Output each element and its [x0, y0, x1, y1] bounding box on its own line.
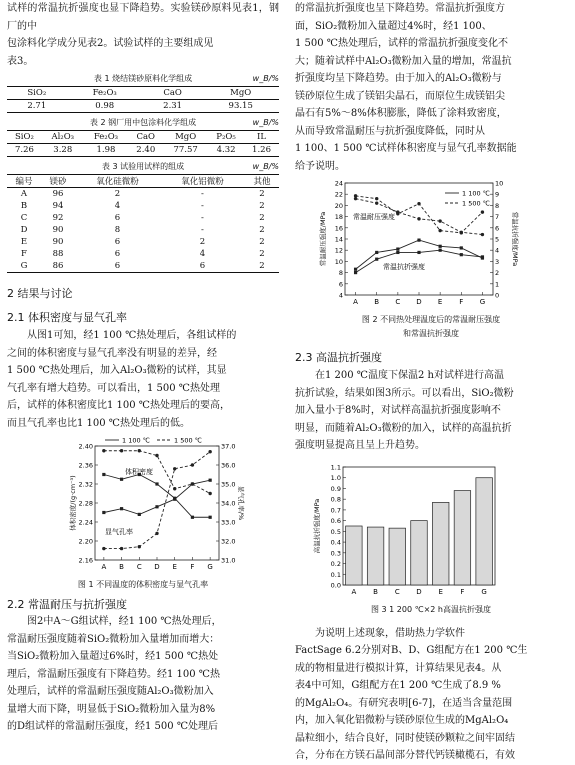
text-line: 折强度均呈下降趋势。由于加入的Al₂O₃微粉与	[295, 73, 502, 84]
bar	[476, 477, 493, 584]
data-point	[417, 202, 420, 205]
y2-tick-label: 36.0	[221, 461, 236, 470]
table-header-cell: 氧化铝微粉	[160, 175, 245, 188]
table-cell: -	[201, 189, 204, 199]
data-point	[191, 482, 194, 485]
bar	[454, 490, 471, 584]
data-point	[460, 246, 463, 249]
text-line: 大；随着试样中Al₂O₃微粉加入量的增加，常温抗	[295, 55, 512, 67]
table-row	[7, 212, 279, 224]
y2-tick-label: 4	[495, 246, 500, 255]
data-point	[481, 255, 484, 258]
y-tick-label: 0.8	[330, 495, 341, 504]
text-line: 表3。	[7, 55, 34, 67]
data-point	[173, 467, 176, 470]
bar	[367, 527, 384, 585]
figure2-caption-line: 和常温抗折强度	[403, 329, 459, 338]
y-tick-label: 1.1	[330, 463, 341, 471]
text-line: 成的物相量进行模拟计算，计算结果见表4。从	[295, 662, 502, 674]
y-tick-label: 16	[334, 224, 343, 233]
y2-tick-label: 34.0	[221, 499, 236, 508]
table-header-cell: 其他	[245, 175, 279, 188]
data-point	[396, 251, 399, 254]
x-tick-label: F	[459, 298, 464, 306]
table-header-cell: 氧化硅微粉	[75, 175, 160, 188]
table3	[7, 174, 279, 273]
y-tick-label: 0.1	[330, 570, 341, 579]
data-point	[155, 505, 158, 508]
figure1-caption: 图 1 不同温度的体积密度与显气孔率	[77, 580, 209, 589]
text-line: 常温耐压强度随着SiO₂微粉加入量增加而增大：	[7, 633, 220, 645]
y2-tick-label: 37.0	[221, 442, 236, 451]
figure2-caption	[295, 313, 567, 341]
text-line: 表4中可知，G组配方在1 200 ℃生成了8.9 %	[295, 680, 501, 691]
y2-tick-label: 0	[495, 291, 500, 300]
x-tick-label: D	[416, 298, 422, 306]
table-cell: 90	[52, 225, 64, 235]
table-header-cell: P₂O₅	[208, 131, 244, 144]
y2-tick-label: 5	[495, 235, 500, 244]
series-annotation: 显气孔率	[105, 528, 133, 536]
x-tick-label: F	[190, 563, 195, 571]
data-point	[102, 547, 105, 550]
y-tick-label: 0.6	[330, 516, 341, 525]
y-tick-label: 1.0	[330, 473, 341, 482]
table-header-cell: MgO	[163, 131, 208, 144]
text-line: 晶石有5%～8%体积膨胀，降低了涂料致密度，	[295, 108, 507, 119]
text-line: 1 500 ℃热处理后，加入Al₂O₃微粉的试样，其显	[7, 365, 227, 376]
data-point	[120, 478, 123, 481]
data-point	[102, 449, 105, 452]
section23-paragraph	[295, 367, 567, 455]
table-cell: F	[21, 249, 27, 259]
table-cell: 8	[114, 225, 121, 235]
y-tick-label: 24	[334, 179, 343, 188]
data-point	[191, 463, 194, 466]
text-line: FactSage 6.2分别对B、D、G组配方在1 200 ℃生	[295, 645, 528, 656]
x-tick-label: A	[353, 298, 358, 306]
y-tick-label: 0.2	[330, 559, 341, 568]
text-line: 内，加入氧化铝微粉与镁砂原位生成的MgAl₂O₄	[295, 715, 509, 726]
y-tick-label: 12	[334, 246, 343, 255]
text-line: 图2中A～G组试样，经1 100 ℃热处理后，	[27, 616, 222, 627]
y2-tick-label: 2	[495, 269, 500, 278]
table1-caption	[7, 72, 279, 86]
data-point	[481, 233, 484, 236]
y2-axis-title: 常温抗折强度/MPa	[511, 211, 519, 267]
table2	[7, 130, 279, 157]
text-line: 明显，而随着Al₂O₃微粉的加入，试样的高温抗折	[295, 422, 512, 434]
table-header-row	[7, 175, 279, 188]
bar	[432, 502, 449, 585]
table1	[7, 86, 279, 113]
table-cell: 6	[160, 260, 245, 273]
text-line: 理后，常温耐压强度有下降趋势。经1 100 ℃热	[7, 668, 220, 680]
y2-tick-label: 3	[495, 257, 500, 266]
text-line: 的D组试样的常温耐压强度，经1 500 ℃处理后	[7, 721, 219, 732]
table-cell: 4.32	[208, 144, 244, 157]
x-tick-label: B	[373, 587, 378, 596]
text-line: 之间的体积密度与显气孔率没有明显的差异，经	[7, 347, 217, 359]
data-point	[173, 498, 176, 501]
table-row	[7, 144, 279, 157]
table-header-cell: CaO	[143, 87, 203, 100]
y2-tick-label: 10	[495, 179, 504, 188]
series-annotation: 体积密度	[125, 468, 153, 476]
section-heading: 2 结果与讨论	[7, 287, 73, 300]
data-point	[155, 454, 158, 457]
table-cell: G	[7, 260, 41, 273]
data-point	[481, 210, 484, 213]
legend-label: 1 100 ℃	[122, 436, 150, 445]
text-line: 在1 200 ℃温度下保温2 h对试样进行高温	[315, 370, 504, 381]
table-cell: 2.71	[7, 100, 67, 113]
table1-unit: w_B/%	[252, 74, 279, 83]
table-cell: 86	[41, 260, 75, 273]
table-cell: 90	[52, 237, 64, 247]
text-line: 的常温抗折强度也呈下降趋势。常温抗折强度方	[295, 3, 505, 14]
x-tick-label: C	[395, 298, 401, 306]
table3-caption	[7, 160, 279, 174]
table-row	[7, 200, 279, 212]
table-cell: 2	[259, 237, 265, 247]
table-cell: 6	[75, 260, 160, 273]
data-point	[120, 449, 123, 452]
data-point	[354, 268, 357, 271]
data-point	[209, 516, 212, 519]
y2-tick-label: 31.0	[221, 556, 236, 565]
right-column	[295, 0, 567, 765]
text-line: 镁砂原位生成了镁铝尖晶石，而原位生成镁铝尖	[295, 90, 505, 102]
x-tick-label: C	[136, 563, 142, 571]
table-cell: 4	[114, 201, 121, 211]
table-cell: 88	[52, 249, 64, 259]
legend-label: 1 100 ℃	[462, 189, 490, 198]
x-tick-label: B	[119, 563, 124, 571]
data-point	[208, 492, 211, 495]
y-tick-label: 2.36	[78, 461, 93, 470]
y2-tick-label: 9	[495, 190, 500, 199]
data-point	[396, 247, 399, 250]
text-line: 气孔率有增大趋势。可以看出，1 500 ℃热处理	[7, 382, 220, 394]
table-cell: 2	[259, 189, 265, 199]
y-tick-label: 4	[338, 291, 343, 300]
data-point	[354, 271, 357, 274]
x-tick-label: D	[416, 587, 422, 596]
table-cell: 6	[114, 213, 121, 223]
left-column	[7, 0, 279, 736]
plot-frame	[95, 446, 219, 560]
table-header-cell: Fe₂O₃	[67, 87, 143, 100]
table-cell: 4	[199, 249, 206, 259]
text-line: 的MgAl₂O₄。有研究表明[6-7]，在适当含量范围	[295, 697, 513, 709]
x-tick-label: F	[460, 587, 465, 596]
data-point	[209, 479, 212, 482]
subsection-heading: 2.3 高温抗折强度	[295, 351, 382, 364]
text-line: 从图1可知，经1 100 ℃热处理后，各组试样的	[27, 330, 237, 341]
figure3-caption: 图 3 1 200 ℃×2 h高温抗折强度	[370, 604, 491, 614]
section21-paragraph	[7, 327, 279, 432]
table-row	[7, 224, 279, 236]
table-header-cell: IL	[244, 131, 279, 144]
figure3-chart	[295, 461, 567, 599]
table-cell: -	[201, 201, 204, 211]
y-tick-label: 0.0	[330, 581, 341, 589]
y-tick-label: 2.32	[78, 480, 93, 489]
legend-label: 1 500 ℃	[174, 436, 202, 445]
bar	[346, 526, 363, 585]
series-annotation: 常温抗折强度	[383, 263, 425, 271]
data-point	[354, 197, 357, 200]
data-point	[155, 482, 158, 485]
table-cell: E	[20, 237, 28, 247]
y-tick-label: 2.24	[78, 518, 93, 527]
data-point	[417, 251, 420, 254]
table-cell: 2	[245, 260, 279, 273]
table-cell: 7.26	[7, 144, 42, 157]
table2-unit: w_B/%	[252, 118, 279, 127]
x-tick-label: C	[394, 587, 400, 596]
x-tick-label: A	[101, 563, 107, 571]
data-point	[138, 513, 141, 516]
table-header-cell: CaO	[128, 131, 163, 144]
table1-title: 表 1 烧结镁砂原料化学组成	[93, 74, 193, 83]
y2-axis-title: 显气孔率/%	[237, 485, 245, 521]
legend-label: 1 500 ℃	[462, 199, 490, 208]
table-cell: 2	[259, 201, 265, 211]
y-tick-label: 14	[334, 235, 343, 244]
table-cell: 2.31	[143, 100, 203, 113]
text-line: 强度明显提高且呈上升趋势。	[295, 440, 425, 451]
table-cell: 6	[114, 249, 121, 259]
y-tick-label: 8	[338, 269, 343, 278]
y-tick-label: 2.16	[78, 556, 93, 565]
table-row	[7, 260, 279, 273]
table-cell: 92	[52, 213, 64, 223]
data-point	[460, 253, 463, 256]
right-bottom-paragraph	[295, 625, 567, 765]
text-line: 当SiO₂微粉加入量超过6%时，经1 500 ℃热处	[7, 651, 219, 662]
data-point	[438, 229, 441, 232]
table-cell: 77.57	[163, 144, 208, 157]
data-point	[375, 197, 378, 200]
table-cell: 2	[114, 189, 121, 199]
text-line: 合，分布在方镁石晶间部分替代钙镁橄榄石，有效	[295, 750, 515, 761]
table-cell: C	[20, 213, 28, 223]
table-cell: 3.28	[42, 144, 84, 157]
data-point	[120, 547, 123, 550]
table-row	[7, 236, 279, 248]
data-point	[138, 449, 141, 452]
x-tick-label: E	[438, 587, 443, 596]
y-tick-label: 6	[338, 280, 343, 289]
data-point	[375, 201, 378, 204]
bar	[411, 520, 428, 584]
figure2-chart	[295, 175, 567, 309]
section22-paragraph	[7, 613, 279, 736]
data-point	[208, 450, 211, 453]
table-cell: 2	[199, 237, 206, 247]
data-point	[102, 511, 105, 514]
table-cell: 2	[259, 225, 265, 235]
table-row	[7, 100, 279, 113]
data-point	[102, 473, 105, 476]
table-header-cell: SiO₂	[7, 131, 42, 144]
table-cell: 6	[114, 237, 121, 247]
data-point	[155, 532, 158, 535]
y-tick-label: 2.20	[78, 537, 93, 546]
table-header-row	[7, 131, 279, 144]
x-tick-label: D	[154, 563, 160, 571]
data-point	[138, 545, 141, 548]
y-tick-label: 0.9	[330, 484, 341, 493]
y2-tick-label: 7	[495, 213, 500, 222]
y-tick-label: 0.7	[330, 505, 341, 514]
table2-title: 表 2 钢厂用中包涂料化学组成	[89, 118, 197, 127]
text-line: 为说明上述现象，借助热力学软件	[315, 627, 465, 639]
figure2-caption-line: 图 2 不同热处理温度后的常温耐压强度	[361, 315, 501, 324]
series-line	[104, 475, 210, 518]
data-point	[375, 258, 378, 261]
table-cell: B	[20, 201, 28, 211]
y-tick-label: 10	[334, 257, 343, 266]
y2-tick-label: 8	[495, 201, 500, 210]
table-cell: 2	[259, 213, 265, 223]
y-axis-title: 常温耐压强度/MPa	[319, 211, 327, 267]
table-cell: 1.26	[244, 144, 279, 157]
data-point	[173, 487, 176, 490]
x-tick-label: G	[479, 298, 486, 306]
text-line: 抗折试验，结果如图3所示。可以看出，SiO₂微粉	[295, 387, 514, 399]
text-line: 后，试样的体积密度比1 100 ℃热处理后的要高，	[7, 400, 230, 411]
table-cell: 2.40	[128, 144, 163, 157]
data-point	[396, 210, 399, 213]
y-tick-label: 0.3	[330, 548, 341, 557]
subsection-heading: 2.2 常温耐压与抗折强度	[7, 598, 127, 611]
text-line: 量增大而下降，明显低于SiO₂微粉加入量为8%	[7, 703, 216, 715]
table-header-cell: MgO	[202, 87, 279, 100]
table-cell: A	[20, 189, 28, 199]
table-header-cell: 镁砂	[41, 175, 75, 188]
table-header-cell: 编号	[7, 175, 41, 188]
table3-title: 表 3 试验用试样的组成	[101, 162, 185, 171]
table-cell: -	[201, 213, 204, 223]
x-tick-label: G	[207, 563, 213, 571]
table-cell: -	[201, 225, 204, 235]
y-tick-label: 2.40	[78, 442, 93, 451]
y-tick-label: 22	[334, 190, 343, 199]
series-annotation: 常温耐压强度	[353, 213, 395, 221]
y-tick-label: 18	[334, 213, 343, 222]
x-tick-label: E	[172, 563, 177, 571]
text-line: 给予说明。	[295, 160, 345, 172]
table-cell: 96	[52, 189, 64, 199]
table-header-cell: Al₂O₃	[42, 131, 84, 144]
table-header-row	[7, 87, 279, 100]
table-row	[7, 248, 279, 260]
text-line: 加入量小于8%时，对试样高温抗折强度影响不	[295, 405, 501, 416]
y2-tick-label: 1	[495, 280, 500, 289]
table3-unit: w_B/%	[252, 162, 279, 171]
x-tick-label: G	[481, 587, 487, 596]
table-cell: D	[20, 225, 28, 235]
bar	[389, 528, 406, 585]
x-tick-label: A	[351, 587, 357, 596]
table-header-cell: Fe₂O₃	[84, 131, 129, 144]
figure1-chart	[7, 432, 279, 574]
data-point	[439, 245, 442, 248]
text-line: 1 500 ℃热处理后，试样的常温抗折强度变化不	[295, 38, 508, 49]
subsection-heading: 2.1 体积密度与显气孔率	[7, 311, 127, 324]
y-axis-title: 体积密度/(g·cm⁻³)	[69, 475, 77, 531]
table-row	[7, 188, 279, 201]
data-point	[417, 239, 420, 242]
y2-tick-label: 35.0	[221, 480, 236, 489]
y2-tick-label: 6	[495, 224, 500, 233]
table-cell: 93.15	[202, 100, 279, 113]
y2-tick-label: 32.0	[221, 537, 236, 546]
table-cell: 0.98	[67, 100, 143, 113]
table-cell: 2	[259, 249, 265, 259]
text-line: 而且气孔率也比1 100 ℃热处理后的低。	[7, 417, 190, 429]
table-header-cell: SiO₂	[7, 87, 67, 100]
data-point	[438, 219, 441, 222]
text-line: 试样的常温抗折强度也显下降趋势。实验镁砂原料见表1，钢厂的中	[7, 3, 279, 32]
data-point	[417, 217, 420, 220]
y-tick-label: 20	[334, 201, 343, 210]
text-line: 面，SiO₂微粉加入量超过4%时，经1 100、	[295, 20, 492, 32]
y-axis-title: 高温抗折强度/MPa	[313, 498, 321, 553]
table-cell: 94	[52, 201, 64, 211]
data-point	[120, 507, 123, 510]
table2-caption	[7, 116, 279, 130]
x-tick-label: B	[374, 298, 380, 306]
y-tick-label: 0.5	[330, 527, 341, 536]
right-top-paragraph	[295, 0, 567, 175]
y2-tick-label: 33.0	[221, 518, 236, 527]
text-line: 1 100、1 500 ℃试样体积密度与显气孔率数据能	[295, 143, 517, 154]
intro-paragraph	[7, 0, 279, 70]
data-point	[375, 251, 378, 254]
data-point	[439, 249, 442, 252]
text-line: 晶粒细小，结合良好，同时使镁砂颗粒之间牢固结	[295, 732, 515, 744]
text-line: 从而导致常温耐压与抗折强度降低，同时从	[295, 125, 485, 137]
y-tick-label: 0.4	[330, 538, 341, 547]
x-tick-label: E	[437, 298, 443, 306]
data-point	[191, 516, 194, 519]
text-line: 处理后，试样的常温耐压强度随Al₂O₃微粉加入	[7, 686, 214, 697]
data-point	[460, 231, 463, 234]
text-line: 包涂料化学成分见表2。试验试样的主要组成见	[7, 38, 214, 49]
table-cell: 1.98	[84, 144, 129, 157]
y-tick-label: 2.28	[78, 499, 93, 508]
